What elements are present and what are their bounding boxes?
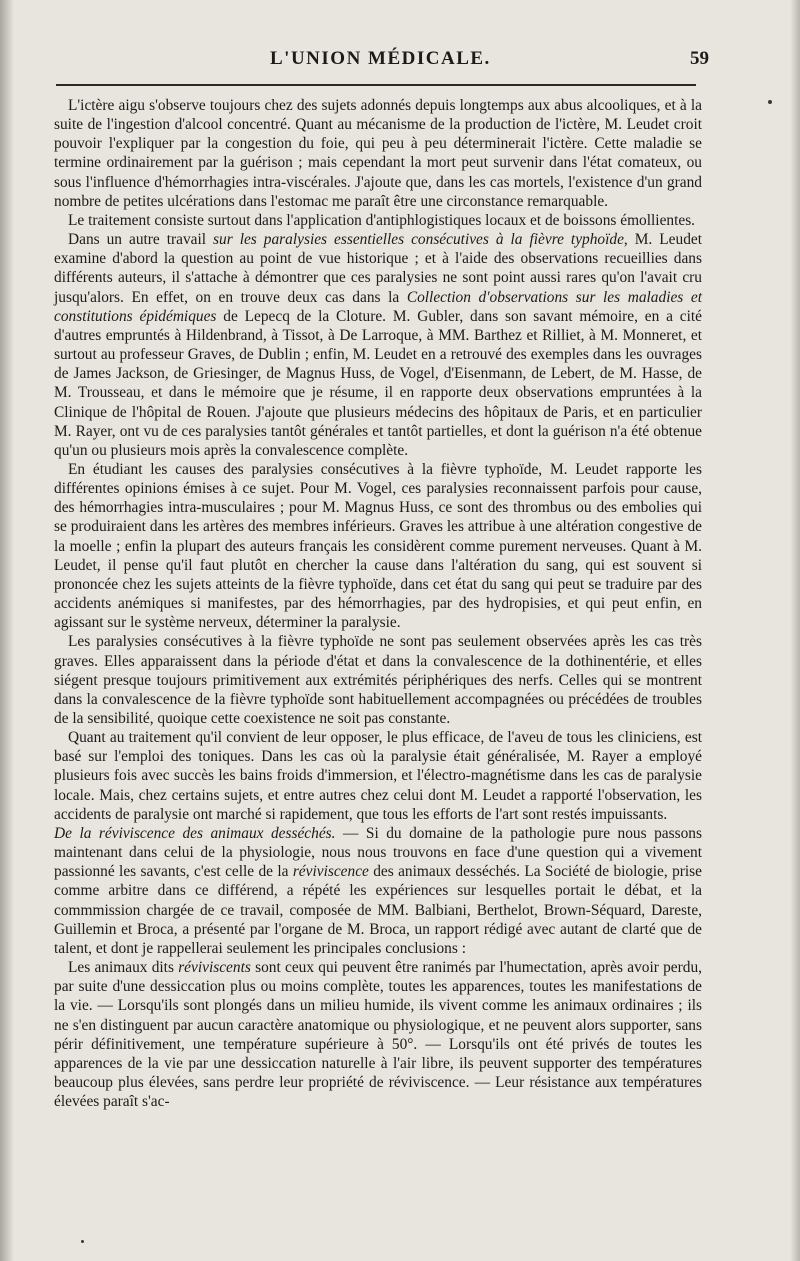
paragraph-text: — Si du domaine de la pathologie pure nous passons maintenant dans celui de la physiologie, nous nous trouvons en face d'une question qui a vivement passionné les savants, c'est celle de la	[54, 824, 702, 881]
paper-speck	[768, 100, 772, 104]
running-head	[60, 48, 709, 78]
paragraph-observations: Les paralysies consécutives à la fièvre typhoïde ne sont pas seulement observées après les cas très graves. Elles apparaissent dans la période d'état et dans la convalescence de la dothinentérie, et elles siégent presque toujours primitivement aux extrémités périphériques des nerfs. Celles qui se montrent dans la convalescence de la fièvre typhoïde sont habituellement accompagnées ou précédées de troubles de la sensibilité, quoique cette coexistence ne soit pas constante.	[54, 633, 702, 727]
page-number: 59	[690, 48, 709, 69]
paragraph-paralysies-history	[54, 230, 702, 460]
journal-title: L'UNION MÉDICALE.	[270, 48, 491, 69]
paragraph-icterus: L'ictère aigu s'observe toujours chez des sujets adonnés depuis longtemps aux abus alcooliques, et à la suite de l'ingestion d'alcool concentré. Quant au mécanisme de la production de l'ictère, M. Leudet croit pouvoir l'expliquer par la congestion du foie, qui peu à peu déterminerait l'ictère. Cette maladie se termine ordinairement par la guérison ; mais cependant la mort peut survenir dans l'état comateux, ou sous l'influence d'hémorrhagies intra-viscérales. J'ajoute que, dans les cas mortels, l'existence d'un grand nombre de petites ulcérations dans l'estomac me paraît être une circonstance remarquable.	[54, 97, 702, 210]
emphasized-term: réviviscence	[292, 863, 369, 881]
paragraph-reviviscence	[54, 824, 702, 958]
paragraph-reviviscent-animals	[54, 958, 702, 1111]
paragraph-therapy: Quant au traitement qu'il convient de leur opposer, le plus efficace, de l'aveu de tous les cliniciens, est basé sur l'emploi des toniques. Dans les cas où la paralysie était généralisée, M. Rayer a employé plusieurs fois avec succès les bains froids d'immersion, et l'électro-magnétisme dans les cas de paralysie locale. Mais, chez certains sujets, et entre autres chez celui dont M. Leudet a rapporté l'observation, les accidents de paralysie ont marché si rapidement, que tous les efforts de l'art sont restés impuissants.	[54, 729, 702, 823]
article-body	[54, 96, 702, 1111]
paragraph-causes: En étudiant les causes des paralysies consécutives à la fièvre typhoïde, M. Leudet rapporte les différentes opinions émises à ce sujet. Pour M. Vogel, ces paralysies reconnaissent parfois pour cause, des hémorrhagies intra-musculaires ; pour M. Magnus Huss, ce sont des thrombus ou des embolies qui se produiraient dans les artères des membres inférieurs. Graves les attribue à une altération congestive de la moelle ; enfin la plupart des auteurs français les considèrent comme purement nerveuses. Quant à M. Leudet, il pense qu'il faut plutôt en chercher la cause dans l'altération du sang, qui est souvent si prononcée chez les sujets atteints de la fièvre typhoïde, dans cet état du sang qui peut se traduire par des accidents anémiques si manifestes, par des hémorrhagies, par des hydropisies, et qui peut enfin, en agissant sur le système nerveux, déterminer la paralysie.	[54, 460, 702, 632]
paragraph-text: , M. Leudet examine d'abord la question au point de vue historique ; et à l'aide des observations recueillies dans différents auteurs, il s'attache à démontrer que ces paralysies ne sont point aussi rares qu'on l'avait cru jusqu'alors. En effet, on en trouve deux cas dans la	[54, 231, 702, 306]
paragraph-text: de Lepecq de la Cloture. M. Gubler, dans son savant mémoire, en a cité d'autres empruntés à Hildenbrand, à Tissot, à De Larroque, à MM. Barthez et Rilliet, à M. Monneret, et surtout au professeur Graves, de Dublin ; enfin, M. Leudet en a retrouvé des exemples dans les ouvrages de James Jackson, de Griesinger, de Magnus Huss, de Vogel, d'Eisenmann, de Lebert, de M. Hasse, de M. Trousseau, et dans le mémoire que je résume, il en rapporte deux observations empruntées à la Clinique de l'hôpital de Rouen. J'ajoute que plusieurs médecins des hôpitaux de Paris, et en particulier M. Rayer, ont vu de ces paralysies tantôt générales et tantôt partielles, et dont la guérison n'a été obtenue qu'un ou plusieurs mois après la convalescence complète.	[54, 307, 703, 459]
section-title: De la réviviscence des animaux desséchés.	[54, 824, 336, 842]
paragraph-text: Dans un autre travail	[68, 231, 214, 249]
paragraph-treatment: Le traitement consiste surtout dans l'application d'antiphlogistiques locaux et de boissons émollientes.	[68, 211, 696, 229]
header-rule	[56, 84, 696, 86]
paragraph-text: sont ceux qui peuvent être ranimés par l'humectation, après avoir perdu, par suite d'une dessiccation plus ou moins complète, toutes les apparences, toutes les manifestations de la vie. — Lorsqu'ils sont plongés dans un milieu humide, ils vivent comme les animaux ordinaires ; ils ne s'en distinguent par aucun caractère anatomique ou physiologique, et ne peuvent alors supporter, sans périr définitivement, une température supérieure à 50°. — Lorsqu'ils ont été privés de toutes les apparences de la vie par une dessiccation naturelle à l'air libre, ils peuvent supporter des températures beaucoup plus élevées, sans perdre leur propriété de réviviscence. — Leur résistance aux températures élevées paraît s'ac-	[54, 959, 702, 1111]
emphasized-term: réviviscents	[178, 959, 251, 977]
page-edge-shadow	[0, 0, 14, 1261]
paper-speck	[81, 1240, 84, 1243]
page-edge-shadow-right	[790, 0, 800, 1261]
work-title: Collection d'observations sur les maladies et constitutions épidémiques	[54, 288, 702, 325]
paragraph-text: Les animaux dits	[68, 959, 179, 977]
paragraph-text: des animaux desséchés. La Société de biologie, prise comme arbitre dans ce différend, a répété les expériences sur lesquelles portait le débat, et la commmission chargée de ce travail, composée de MM. Balbiani, Berthelot, Brown-Séquard, Dareste, Guillemin et Broca, a présenté par l'organe de M. Broca, un rapport rédigé avec autant de clarté que de talent, et dont je rappellerai seulement les principales conclusions :	[54, 863, 702, 957]
work-title: sur les paralysies essentielles consécutives à la fièvre typhoïde	[213, 231, 624, 249]
